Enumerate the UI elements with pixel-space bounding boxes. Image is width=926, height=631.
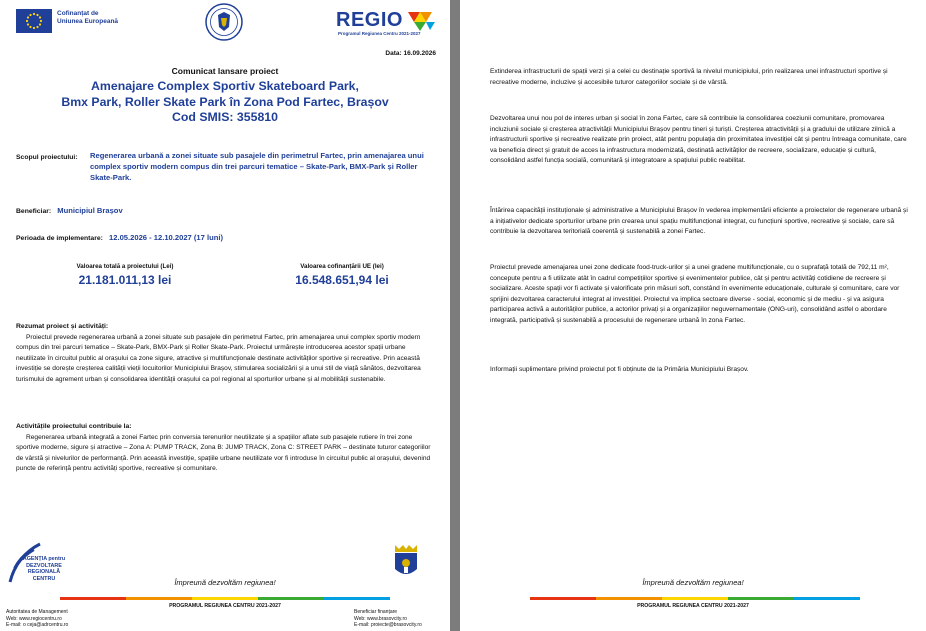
brasov-crest-icon — [392, 543, 420, 581]
regio-subtitle: Programul Regiunea Centru 2021-2027 — [338, 31, 421, 36]
footer-right-line2: Web: www.brasovcity.ro — [354, 615, 407, 622]
period-value: 12.05.2026 - 12.10.2027 (17 luni) — [109, 233, 223, 242]
eu-value-label: Valoarea cofinanțării UE (lei) — [300, 263, 384, 270]
eu-cofinance-label: Cofinanțat de Uniunea Europeană — [57, 10, 119, 25]
page-two — [460, 0, 926, 631]
period-label: Perioada de implementare: — [16, 235, 103, 242]
color-stripe-page2 — [530, 597, 860, 600]
page2-text-5: Informații suplimentare privind proiectul pot fi obținute de la Primăria Municipiului Brașov. — [490, 366, 749, 373]
page2-text-2: Dezvoltarea unui nou pol de interes urban și social în zona Fartec, care să contribuie la consolidarea coeziunii comunitare, promovarea incluziunii sociale și creșterea atractivității Municipiului Brașov pentru tineri și turiști. Creșterea atractivității și a gradului de utilizare zilnică a infrastructurii sportive și recreative realizate prin proiect, atât pentru populația din proximitatea investiției cât și pentru întreaga comunitate, care va beneficia direct și gratuit de acces la infrastructura modernizată, destinată activităților de recreere, socializare, educație și cultură, consolidând astfel funcția socială, comunitară și integratoare a spațiului public reabilitat. — [490, 115, 907, 165]
slogan: Împreună dezvoltăm regiunea! — [174, 578, 276, 587]
eu-flag-icon — [16, 9, 52, 33]
footer-left-line2: Web: www.regiocentru.ro — [6, 615, 62, 622]
page2-text-3: Întărirea capacității instituționale și administrative a Municipiului Brașov în vederea implementării eficiente a proiectelor de regenerare urbană și a inițiativelor dedicate sporturilor urbane prin crearea unui spațiu multifuncțional integrat, cu funcțiuni sportive, recreative și sociale, care să contribuie la dezvoltarea teritorială coerentă și sustenabilă a zonei Fartec. — [490, 207, 908, 236]
page-gutter — [450, 0, 460, 631]
page2-paragraph-4 — [490, 263, 910, 327]
beneficiary-label: Beneficiar: — [16, 208, 52, 215]
footer-right-line1: Beneficiar finanțare — [354, 609, 398, 615]
summary-text: Proiectul prevede regenerarea urbană a zonei situate sub pasajele din perimetrul Fartec, prin amenajarea unui complex sportiv modern compus din trei parcuri tematice – Skate-Park, BMX-Park și Roller Skate-Park. Proiectul urmărește introducerea acestor spații urbane neutilizate în circuitul public al orașului ca zone sigure, atractive și multifuncționale destinate activităților sportive și recreative. Prin această investiție se dorește creșterea calității vieții locuitorilor Municipiului Brașov, stimularea socializării și a unui stil de viață sănătos, dezvoltarea turismului de agrement urban și consolidarea identității orașului ca pol regional al sporturilor urbane și al mobilității sustenabile. — [16, 333, 421, 383]
total-value: 21.181.011,13 lei — [78, 273, 172, 287]
activities-heading: Activitățile proiectului contribuie la: — [16, 423, 132, 430]
page2-text-4: Proiectul prevede amenajarea unei zone dedicate food-truck-urilor și a unei gradene multifuncționale, cu o suprafață totală de 792,11 m², concepute pentru a fi utilizate atât în cadrul competițiilor sportive și evenimentelor publice, cât și pentru activități cotidiene de recreere și socializare. Aceste spații vor fi activate și valorificate prin măsuri soft, constând în evenimente educaționale, culturale și comunitare, care vor sprijini dezvoltarea caracterului integrat al investiției. Proiectul va implica sectoare diverse - social, economic și de mediu - și va asigura participarea activă a autorităților publice, a actorilor privați și a organizațiilor neguvernamentale (ONG-uri), consolidând astfel o abordare integrată, participativă și sustenabilă a procesului de regenerare urbană în zona Fartec. — [490, 264, 900, 324]
footer-right-line3: E-mail: proiecte@brasovcity.ro — [354, 622, 422, 628]
title-kicker: Comunicat lansare proiect — [171, 66, 279, 76]
beneficiary — [16, 206, 123, 215]
footer-left-line3: E-mail: o ceja@adrcentru.ro — [6, 622, 69, 628]
title-line-2: Bmx Park, Roller Skate Park în Zona Pod Fartec, Brașov — [61, 94, 389, 109]
program-footer-page2: PROGRAMUL REGIUNEA CENTRU 2021-2027 — [637, 603, 749, 609]
footer-left — [6, 609, 68, 629]
title-line-3: Cod SMIS: 355810 — [172, 110, 278, 124]
activities-section — [16, 422, 436, 475]
title-line-1: Amenajare Complex Sportiv Skateboard Park, — [91, 79, 359, 93]
activities-text: Regenerarea urbană integrată a zonei Fartec prin conversia terenurilor neutilizate și a spațiilor aflate sub pasajele rutiere în trei zone sportive moderne, sigure și atractive – Zona A: PUMP TRACK, Zona B: JUMP TRACK, Zona C: STREET PARK – destinate tuturor categoriilor de vârstă și nivelurilor de performanță. Prin această investiție, spațiile urbane neutilizate vor fi introduse în circuitul public al orașului, devenind puncte de referință pentru activități sportive, recreative și comunitare. — [16, 433, 431, 473]
government-crest-icon — [205, 3, 243, 41]
document-date: Data: 16.09.2026 — [385, 50, 436, 57]
adr-centru-text: AGENȚIA pentru DEZVOLTARE REGIONALĂ CENTRU — [22, 556, 66, 582]
summary-heading: Rezumat proiect și activități: — [16, 323, 109, 330]
slogan-page2: Împreună dezvoltăm regiunea! — [642, 578, 744, 587]
scope-label: Scopul proiectului: — [16, 154, 78, 161]
page2-text-1: Extinderea infrastructurii de spații verzi și a celei cu destinație sportivă la nivelul municipiului, prin realizarea unei infrastructuri sportive și recreative moderne, incluzive și accesibile tuturor categoriilor sociale și de vârstă. — [490, 68, 888, 86]
page2-paragraph-3 — [490, 206, 910, 238]
scope-value: Regenerarea urbană a zonei situate sub pasajele din perimetrul Fartec, prin amenajarea unui complex sportiv modern compus din trei parcuri tematice – Skate-Park, BMX-Park și Roller Skate-Park. — [90, 151, 424, 182]
regio-mark-icon — [408, 10, 436, 32]
regio-wordmark: REGIO — [336, 9, 403, 31]
color-stripe — [60, 597, 390, 600]
implementation-period — [16, 233, 223, 242]
total-value-label: Valoarea totală a proiectului (Lei) — [76, 263, 174, 270]
page2-paragraph-1 — [490, 67, 910, 88]
beneficiary-value: Municipiul Brașov — [57, 206, 123, 215]
page-one — [0, 0, 450, 631]
summary-section — [16, 322, 436, 386]
regio-logo — [336, 9, 446, 39]
title-block — [20, 66, 430, 126]
page2-paragraph-5 — [490, 365, 910, 376]
program-footer: PROGRAMUL REGIUNEA CENTRU 2021-2027 — [169, 603, 281, 609]
eu-value: 16.548.651,94 lei — [295, 273, 389, 287]
page2-paragraph-2 — [490, 114, 910, 167]
footer-right — [354, 609, 422, 629]
footer-left-line1: Autoritatea de Management — [6, 609, 68, 615]
